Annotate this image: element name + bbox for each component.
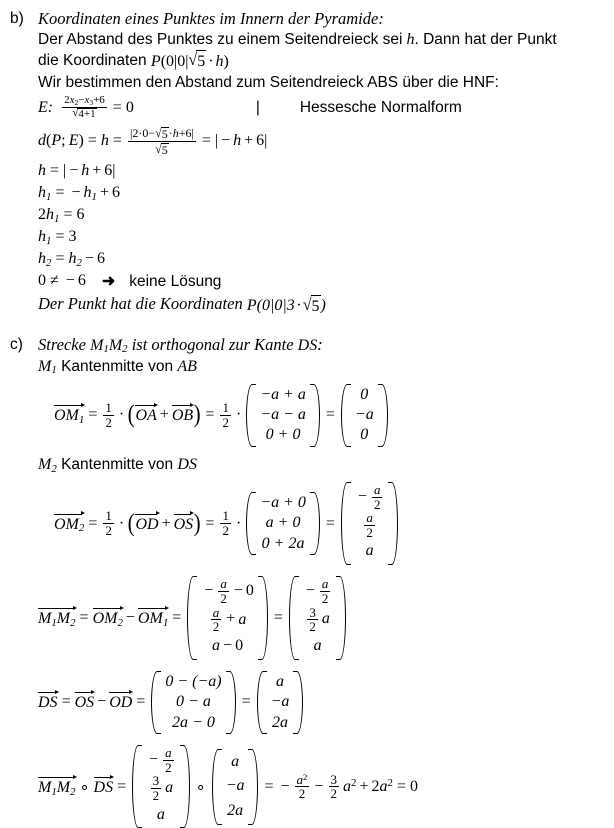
section-c [0, 334, 614, 828]
fraction-a-over-2: $\frac{a}{2}$ [320, 577, 331, 605]
section-b-text-line1 [38, 29, 614, 50]
heading-fragment: ist orthogonal zur Kante [132, 335, 294, 354]
plane-fraction [62, 95, 107, 120]
one-half-fraction: $\frac{1}{2}$ [220, 401, 231, 429]
sqrt-icon: √ 5 [155, 143, 169, 157]
section-b-body [38, 8, 614, 317]
vector-component: 0 + 0 [266, 425, 301, 445]
fraction-3-over-2: $\frac{3}{2}$ [151, 774, 162, 802]
conclusion-point: P ( 0 | 0 | 3 · √ 5 ) [247, 295, 326, 317]
vector-component: 0 − (−a) [165, 672, 221, 692]
fraction-a-over-2: $\frac{a}{2}$ [372, 483, 383, 511]
fraction-a-over-2: $\frac{a}{2}$ [211, 606, 222, 634]
dot-product-operator: ∘ [192, 777, 210, 797]
text-fragment: die Koordinaten [38, 52, 147, 69]
equation-ds: DS = OS − OD = 0 − (−a) 0 − a 2a − 0 = a −a 2a [38, 671, 614, 734]
point-P-definition: P ( 0 | 0 | √ 5 · h ) [151, 50, 229, 72]
vector-component: 0 [360, 385, 368, 405]
step-line [38, 182, 614, 204]
vector-component: −a + a [260, 385, 306, 405]
vector-component: 2a − 0 [172, 713, 215, 733]
column-vector [187, 576, 268, 659]
section-b-text-line2 [38, 50, 614, 72]
step-0: h = | − h + 6| [38, 162, 116, 180]
vector-component: −a [355, 405, 374, 425]
distance-fraction [128, 126, 196, 156]
vector-M1M2: $M_1M_2$ [38, 608, 76, 628]
vector-component: a + 0 [266, 513, 301, 533]
vector-component: 0 [360, 425, 368, 445]
section-c-marker: c) [0, 334, 38, 355]
column-vector-DS [212, 749, 259, 825]
conclusion-text: Der Punkt hat die Koordinaten [38, 294, 243, 313]
result-minus: − [278, 778, 293, 796]
midpoint-label-M2: $M_2$ [38, 456, 57, 473]
hnf-separator: | [256, 97, 260, 118]
equation-om1: $OM_1$ = $\frac{1}{2}$ · ( OA + OB ) = $\frac{1}{2}$ · −a + a −a − a 0 + 0 = 0 −a 0 [38, 384, 614, 447]
vector-component: − $\frac{a}{2}$ [303, 577, 333, 605]
column-vector-result [289, 576, 347, 659]
midpoint-label-M1: $M_1$ [38, 358, 57, 375]
m1-text: Kantenmitte von [61, 358, 173, 375]
heading-fragment: Strecke [38, 335, 86, 354]
fraction-3-over-2: $\frac{3}{2}$ [307, 606, 318, 634]
vector-component: 2a [227, 799, 243, 824]
sqrt-5-icon: √ 5 [188, 50, 206, 72]
equation-dot-product: $M_1M_2$ ∘ DS = − $\frac{a}{2}$ $\frac{3}{2}$ a a ∘ a −a 2a = − $\frac{a^2}{2}$ − $\frac{3}{2}$ $a^2$ + 2 $a^2$ = 0 [38, 745, 614, 828]
vector-component: a [276, 672, 284, 692]
vector-component: − $\frac{a}{2}$ [146, 746, 176, 774]
vector-OM2: $OM_2$ [93, 608, 123, 628]
column-vector [246, 492, 320, 555]
vector-component: −a [226, 774, 245, 799]
edge-DS: DS [177, 456, 197, 473]
section-b-heading: Koordinaten eines Punktes im Innern der Pyramide: [38, 8, 614, 29]
one-half-fraction: $\frac{1}{2}$ [103, 401, 114, 429]
text-fragment: . Dann hat der Punkt [414, 31, 556, 48]
distance-lhs: d [38, 132, 46, 150]
vector-component: −a [271, 692, 290, 712]
section-b-marker: b) [0, 8, 38, 29]
fraction-a-over-2: $\frac{a}{2}$ [218, 577, 229, 605]
arrow-right-icon: ➜ [86, 271, 117, 291]
plane-denominator [70, 108, 98, 121]
vector-component: − $\frac{a}{2}$ [355, 483, 385, 511]
distance-equation-line [38, 126, 614, 156]
sqrt-5-icon: √ 5 [303, 295, 321, 317]
vector-OM1: $OM_1$ [138, 608, 168, 628]
fraction-a-over-2: $\frac{a}{2}$ [163, 746, 174, 774]
no-solution-text: keine Lösung [117, 271, 221, 292]
vector-component: 0 + 2a [262, 534, 305, 554]
hnf-label: Hessesche Normalform [260, 97, 462, 118]
vector-component: a [157, 803, 165, 828]
edge-AB: AB [177, 358, 197, 375]
vector-component: a [366, 539, 374, 564]
plane-numerator: $2x_2-x_3+6$ [62, 95, 107, 108]
fraction-a-over-2: $\frac{a}{2}$ [364, 511, 375, 539]
vector-OB: OB [172, 405, 193, 425]
column-vector [246, 384, 320, 447]
vector-OS: OS [174, 514, 194, 534]
step-4: $h_2$ = $h_2$ − 6 [38, 250, 105, 268]
vector-OM1: $OM_1$ [54, 405, 84, 425]
section-b-text-line3: Wir bestimmen den Abstand zum Seitendreieck ABS über die HNF: [38, 72, 614, 93]
edge-DS: DS [298, 337, 318, 354]
column-vector-result [341, 482, 399, 565]
fraction-3-over-2: $\frac{3}{2}$ [329, 773, 340, 801]
one-half-fraction: $\frac{1}{2}$ [220, 509, 231, 537]
step-3: $h_1$ = 3 [38, 228, 76, 246]
vector-DS: DS [38, 692, 58, 712]
segment-M1M2: $M_1M_2$ [90, 337, 128, 354]
distance-numerator: |2·0− √ 5 ·h+6| [128, 126, 196, 142]
vector-component: $\frac{3}{2}$ a [305, 606, 330, 634]
vector-sum-group: ( OA + OB ) [127, 405, 201, 425]
vector-component: a − 0 [212, 634, 243, 659]
vector-OA: OA [135, 405, 156, 425]
vector-component: −a + 0 [260, 493, 306, 513]
fraction-a2-over-2: $\frac{a^2}{2}$ [295, 773, 310, 801]
step-line [38, 160, 614, 182]
m1-description [38, 356, 614, 377]
one-half-fraction: $\frac{1}{2}$ [103, 509, 114, 537]
no-solution-line [38, 270, 614, 292]
column-vector [151, 671, 235, 734]
column-vector-result [257, 671, 304, 734]
plane-equation-line [38, 95, 614, 120]
vector-OD: OD [135, 514, 158, 534]
sqrt-icon: √ 5 [155, 127, 169, 141]
point-label-P: P [247, 295, 257, 316]
sqrt-icon: √ 4+1 [72, 108, 96, 121]
heading-colon: : [317, 335, 323, 354]
vector-component: −a − a [260, 405, 306, 425]
section-c-heading [38, 334, 614, 356]
equation-om2: $OM_2$ = $\frac{1}{2}$ · ( OD + OS ) = $\frac{1}{2}$ · −a + 0 a + 0 0 + 2a = − $\frac{a}{2}$ $\frac{a}{2}$ a [38, 482, 614, 565]
variable-h: h [402, 31, 414, 48]
vector-component [362, 511, 377, 539]
vector-component: 2a [272, 713, 288, 733]
vector-component: − $\frac{a}{2}$ − 0 [201, 577, 254, 605]
plane-equation [60, 95, 134, 120]
distance-equation: d ( P ; E ) = h = |2·0− √ 5 ·h+6| √ 5 = | − h + 6| [38, 126, 267, 156]
vector-M1M2: $M_1M_2$ [38, 777, 76, 797]
dot-product-operator: ∘ [76, 777, 94, 797]
vector-OS: OS [75, 692, 95, 712]
plane-label: E: [38, 99, 53, 117]
step-line [38, 248, 614, 270]
m2-description [38, 454, 614, 475]
section-b-conclusion [38, 293, 614, 316]
step-2: 2 $h_1$ = 6 [38, 206, 84, 224]
vector-component: $\frac{a}{2}$ + a [209, 606, 247, 634]
column-vector-result [341, 384, 388, 447]
point-label-P: P [151, 51, 161, 72]
no-solution-equation: 0 ≠ − 6 [38, 272, 86, 290]
vector-OD: OD [109, 692, 132, 712]
step-1: $h_1$ = − $h_1$ + 6 [38, 184, 120, 202]
plane-equals: = 0 [109, 99, 134, 117]
m2-text: Kantenmitte von [61, 456, 173, 473]
subscript: 3 [89, 98, 93, 107]
vector-component: a [314, 634, 322, 659]
section-c-body [38, 334, 614, 828]
vector-component: $\frac{3}{2}$ a [149, 774, 174, 802]
document-page [0, 8, 614, 633]
vector-sum-group: ( OD + OS ) [127, 514, 201, 534]
subscript: 2 [75, 98, 79, 107]
equation-m1m2: $M_1M_2$ = $OM_2$ − $OM_1$ = − $\frac{a}{2}$ − 0 $\frac{a}{2}$ + a a − 0 = − $\frac{a}{2}$ $\frac{3}{2}$ a a [38, 576, 614, 659]
step-line [38, 226, 614, 248]
text-fragment: Der Abstand des Punktes zu einem Seitendreieck sei [38, 31, 402, 48]
vector-component: 0 − a [176, 692, 211, 712]
result-minus-2: − [311, 778, 326, 796]
column-vector-M1M2 [132, 745, 190, 828]
section-b [0, 8, 614, 317]
distance-denominator [153, 142, 171, 157]
vector-component: a [231, 750, 239, 775]
step-line [38, 204, 614, 226]
vector-DS: DS [94, 777, 114, 797]
vector-OM2: $OM_2$ [54, 514, 84, 534]
